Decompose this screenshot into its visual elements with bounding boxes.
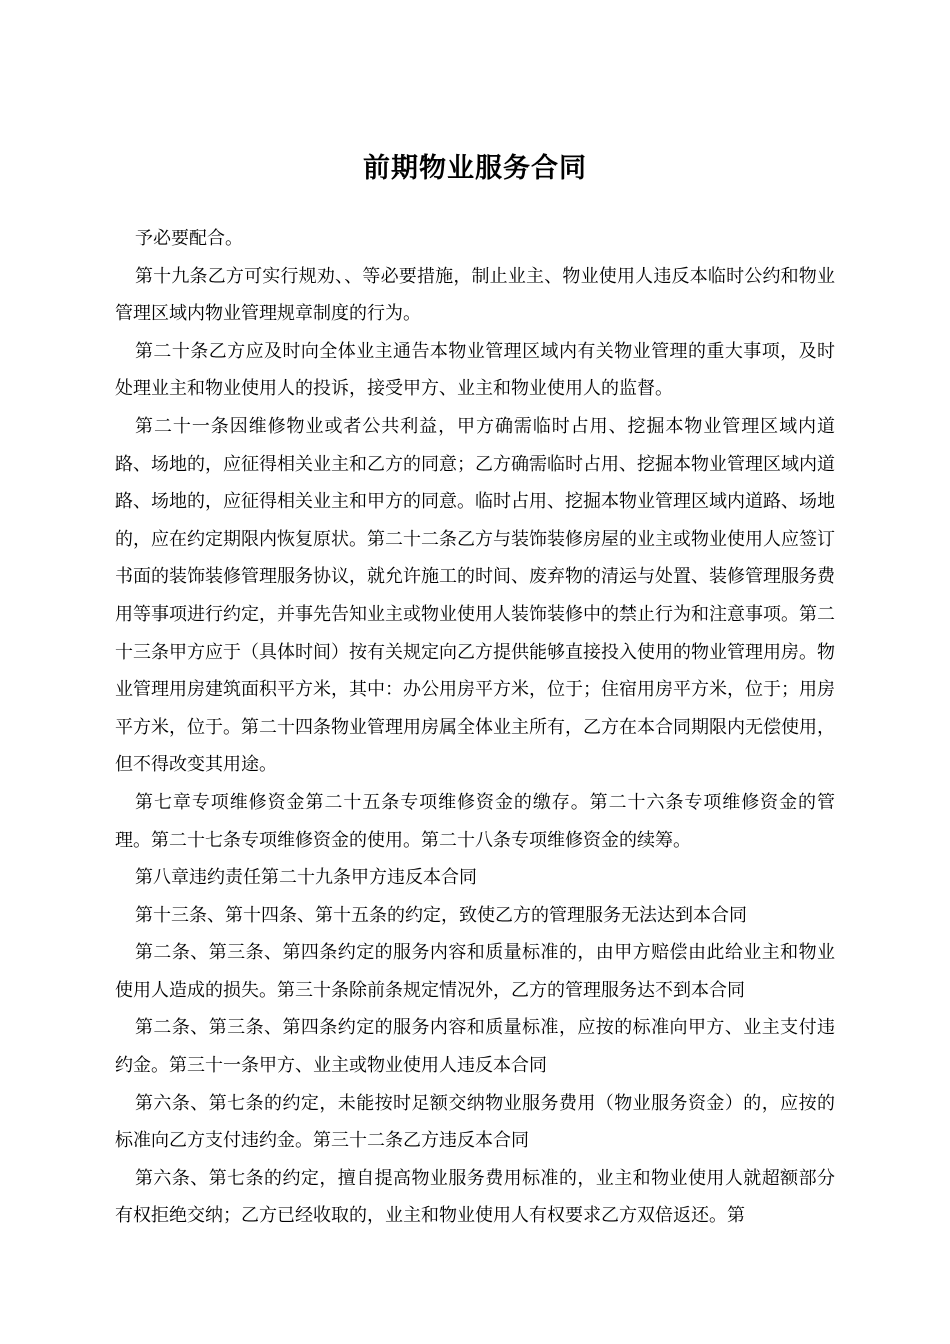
paragraph: 第二条、第三条、第四条约定的服务内容和质量标准的，由甲方赔偿由此给业主和物业使用人造成的损失。第三十条除前条规定情况外，乙方的管理服务达不到本合同	[115, 942, 835, 1001]
paragraph: 第十九条乙方可实行规劝、、等必要措施，制止业主、物业使用人违反本临时公约和物业管理区域内物业管理规章制度的行为。	[115, 265, 835, 325]
paragraph: 第七章专项维修资金第二十五条专项维修资金的缴存。第二十六条专项维修资金的管理。第二十七条专项维修资金的使用。第二十八条专项维修资金的续筹。	[115, 791, 835, 851]
paragraph: 第六条、第七条的约定，未能按时足额交纳物业服务费用（物业服务资金）的，应按的标准向乙方支付违约金。第三十二条乙方违反本合同	[115, 1092, 835, 1152]
paragraph: 第十三条、第十四条、第十五条的约定，致使乙方的管理服务无法达到本合同	[135, 904, 747, 926]
paragraph: 第二条、第三条、第四条约定的服务内容和质量标准，应按的标准向甲方、业主支付违约金。第三十一条甲方、业主或物业使用人违反本合同	[115, 1017, 835, 1077]
paragraph: 第二十条乙方应及时向全体业主通告本物业管理区域内有关物业管理的重大事项，及时处理业主和物业使用人的投诉，接受甲方、业主和物业使用人的监督。	[115, 340, 835, 400]
document-body	[115, 220, 835, 1235]
paragraph: 第二十一条因维修物业或者公共利益，甲方确需临时占用、挖掘本物业管理区域内道路、场地的，应征得相关业主和乙方的同意；乙方确需临时占用、挖掘本物业管理区域内道路、场地的，应征得相关业主和甲方的同意。临时占用、挖掘本物业管理区域内道路、场地的，应在约定期限内恢复原状。第二十二条乙方与装饰装修房屋的业主或物业使用人应签订书面的装饰装修管理服务协议，就允许施工的时间、废弃物的清运与处置、装修管理服务费用等事项进行约定，并事先告知业主或物业使用人装饰装修中的禁止行为和注意事项。第二十三条甲方应于（具体时间）按有关规定向乙方提供能够直接投入使用的物业管理用房。物业管理用房建筑面积平方米，其中：办公用房平方米，位于；住宿用房平方米，位于；用房平方米，位于。第二十四条物业管理用房属全体业主所有，乙方在本合同期限内无偿使用，但不得改变其用途。	[115, 415, 835, 776]
paragraph: 第六条、第七条的约定，擅自提高物业服务费用标准的，业主和物业使用人就超额部分有权拒绝交纳；乙方已经收取的，业主和物业使用人有权要求乙方双倍返还。第	[115, 1167, 835, 1227]
paragraph: 予必要配合。	[135, 228, 243, 249]
document-title: 前期物业服务合同	[363, 153, 587, 185]
paragraph: 第八章违约责任第二十九条甲方违反本合同	[135, 867, 477, 889]
